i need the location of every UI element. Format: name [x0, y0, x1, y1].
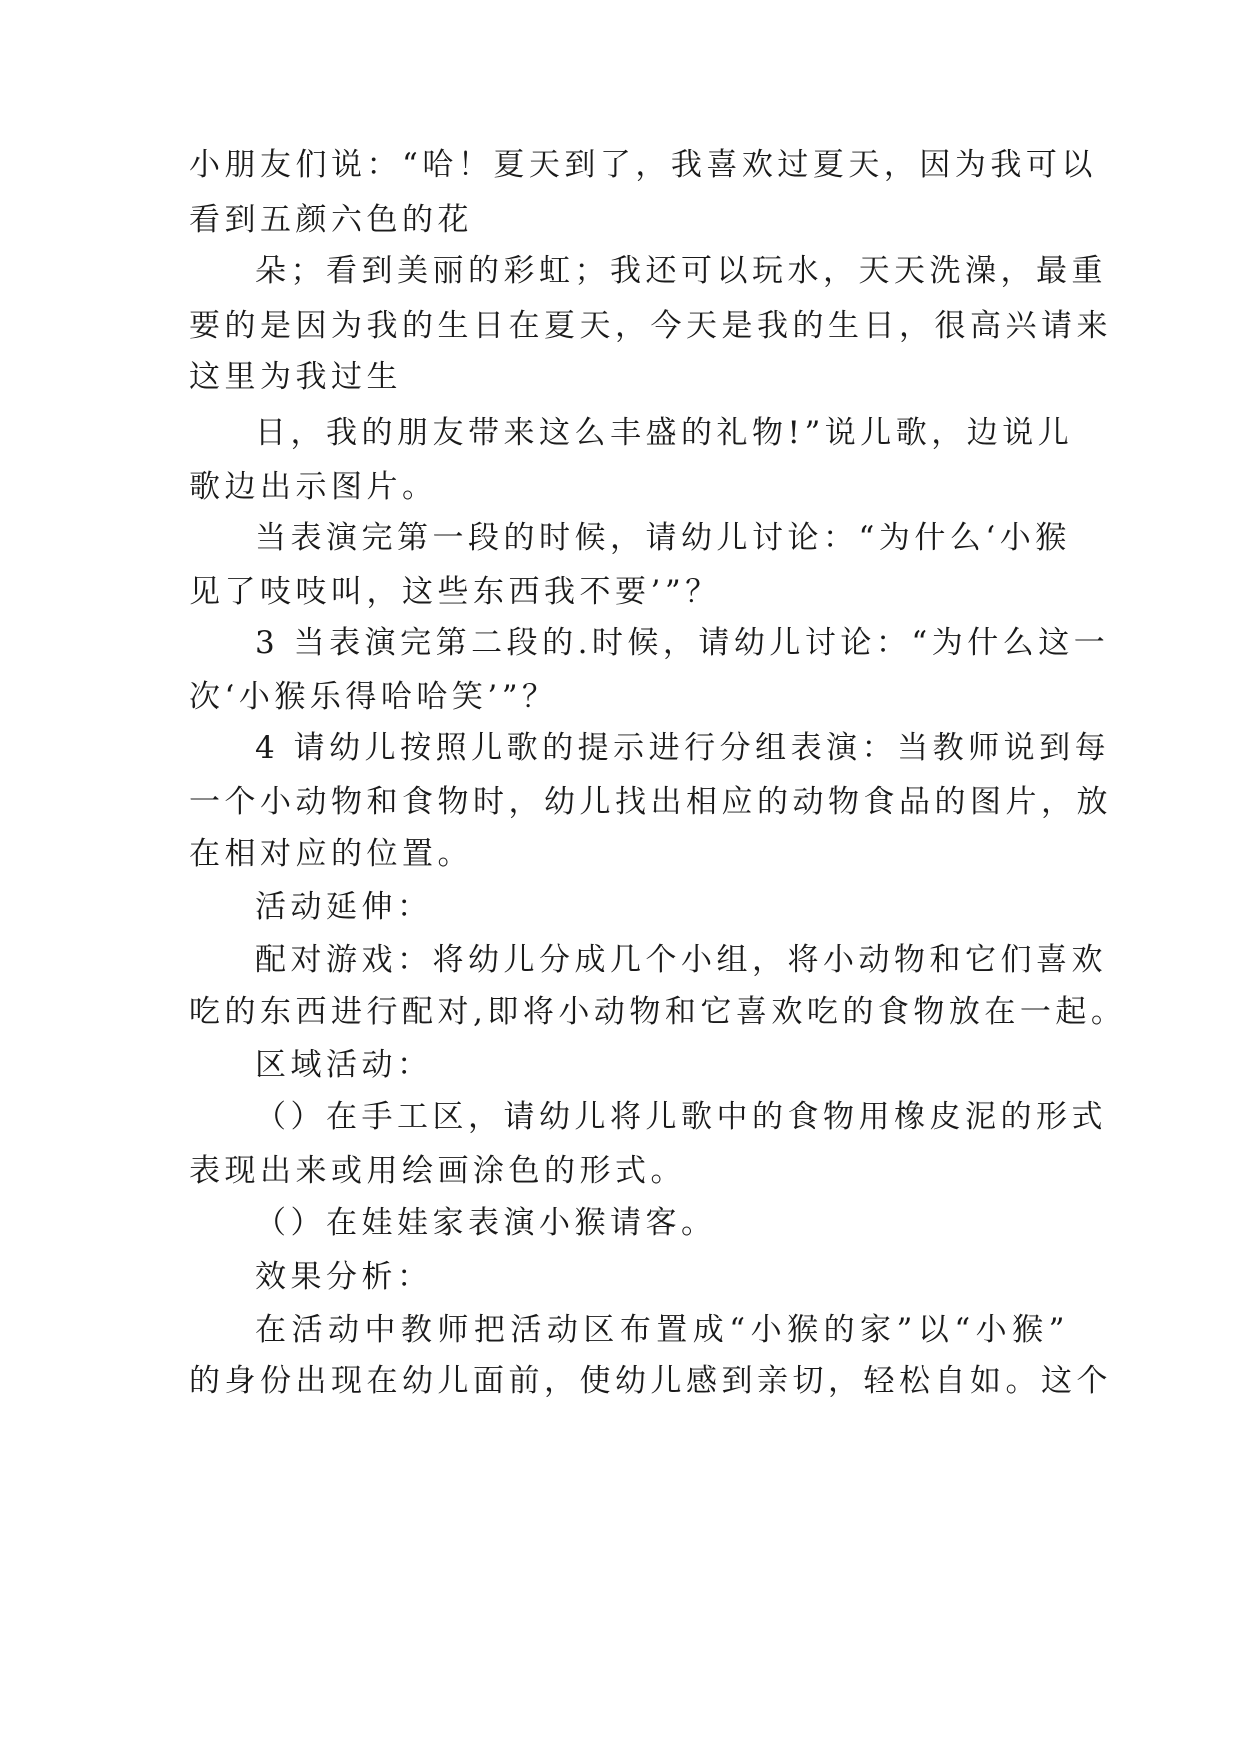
text-line: 吃的东西进行配对,即将小动物和它喜欢吃的食物放在一起。 — [189, 994, 1127, 1030]
text-line: 表现出来或用绘画涂色的形式。 — [189, 1153, 686, 1189]
text-line: 次‘小猴乐得哈哈笑’”？ — [189, 679, 558, 715]
text-line: 活动延伸： — [255, 889, 433, 925]
text-line: （）在娃娃家表演小猴请客。 — [255, 1205, 717, 1241]
text-line: 朵；看到美丽的彩虹；我还可以玩水，天天洗澡，最重 — [255, 253, 1107, 289]
text-line: 这里为我过生 — [189, 359, 402, 395]
text-line: 在相对应的位置。 — [189, 836, 473, 872]
text-line: 小朋友们说：“哈！夏天到了，我喜欢过夏天，因为我可以 — [189, 147, 1097, 183]
text-line: 一个小动物和食物时，幼儿找出相应的动物食品的图片，放 — [189, 784, 1112, 820]
text-line: 日，我的朋友带来这么丰盛的礼物!”说儿歌，边说儿 — [255, 415, 1074, 451]
text-line: 见了吱吱叫，这些东西我不要’”？ — [189, 574, 721, 610]
text-line: 歌边出示图片。 — [189, 469, 438, 505]
text-line: 看到五颜六色的花 — [189, 202, 473, 238]
text-line: 配对游戏：将幼儿分成几个小组，将小动物和它们喜欢 — [255, 942, 1107, 978]
text-line: （）在手工区，请幼儿将儿歌中的食物用橡皮泥的形式 — [255, 1099, 1107, 1135]
text-line: 当表演完第一段的时候，请幼儿讨论：“为什么‘小猴 — [255, 520, 1071, 556]
text-line: 要的是因为我的生日在夏天，今天是我的生日，很高兴请来 — [189, 308, 1112, 344]
text-line: 的身份出现在幼儿面前，使幼儿感到亲切，轻松自如。这个 — [189, 1363, 1112, 1399]
text-line: 效果分析： — [255, 1259, 433, 1295]
text-line: 区域活动： — [255, 1047, 433, 1083]
text-line: 在活动中教师把活动区布置成“小猴的家”以“小猴” — [255, 1312, 1069, 1348]
text-line: 3 当表演完第二段的.时候，请幼儿讨论：“为什么这一 — [255, 625, 1110, 661]
text-line: 4 请幼儿按照儿歌的提示进行分组表演：当教师说到每 — [255, 730, 1111, 766]
